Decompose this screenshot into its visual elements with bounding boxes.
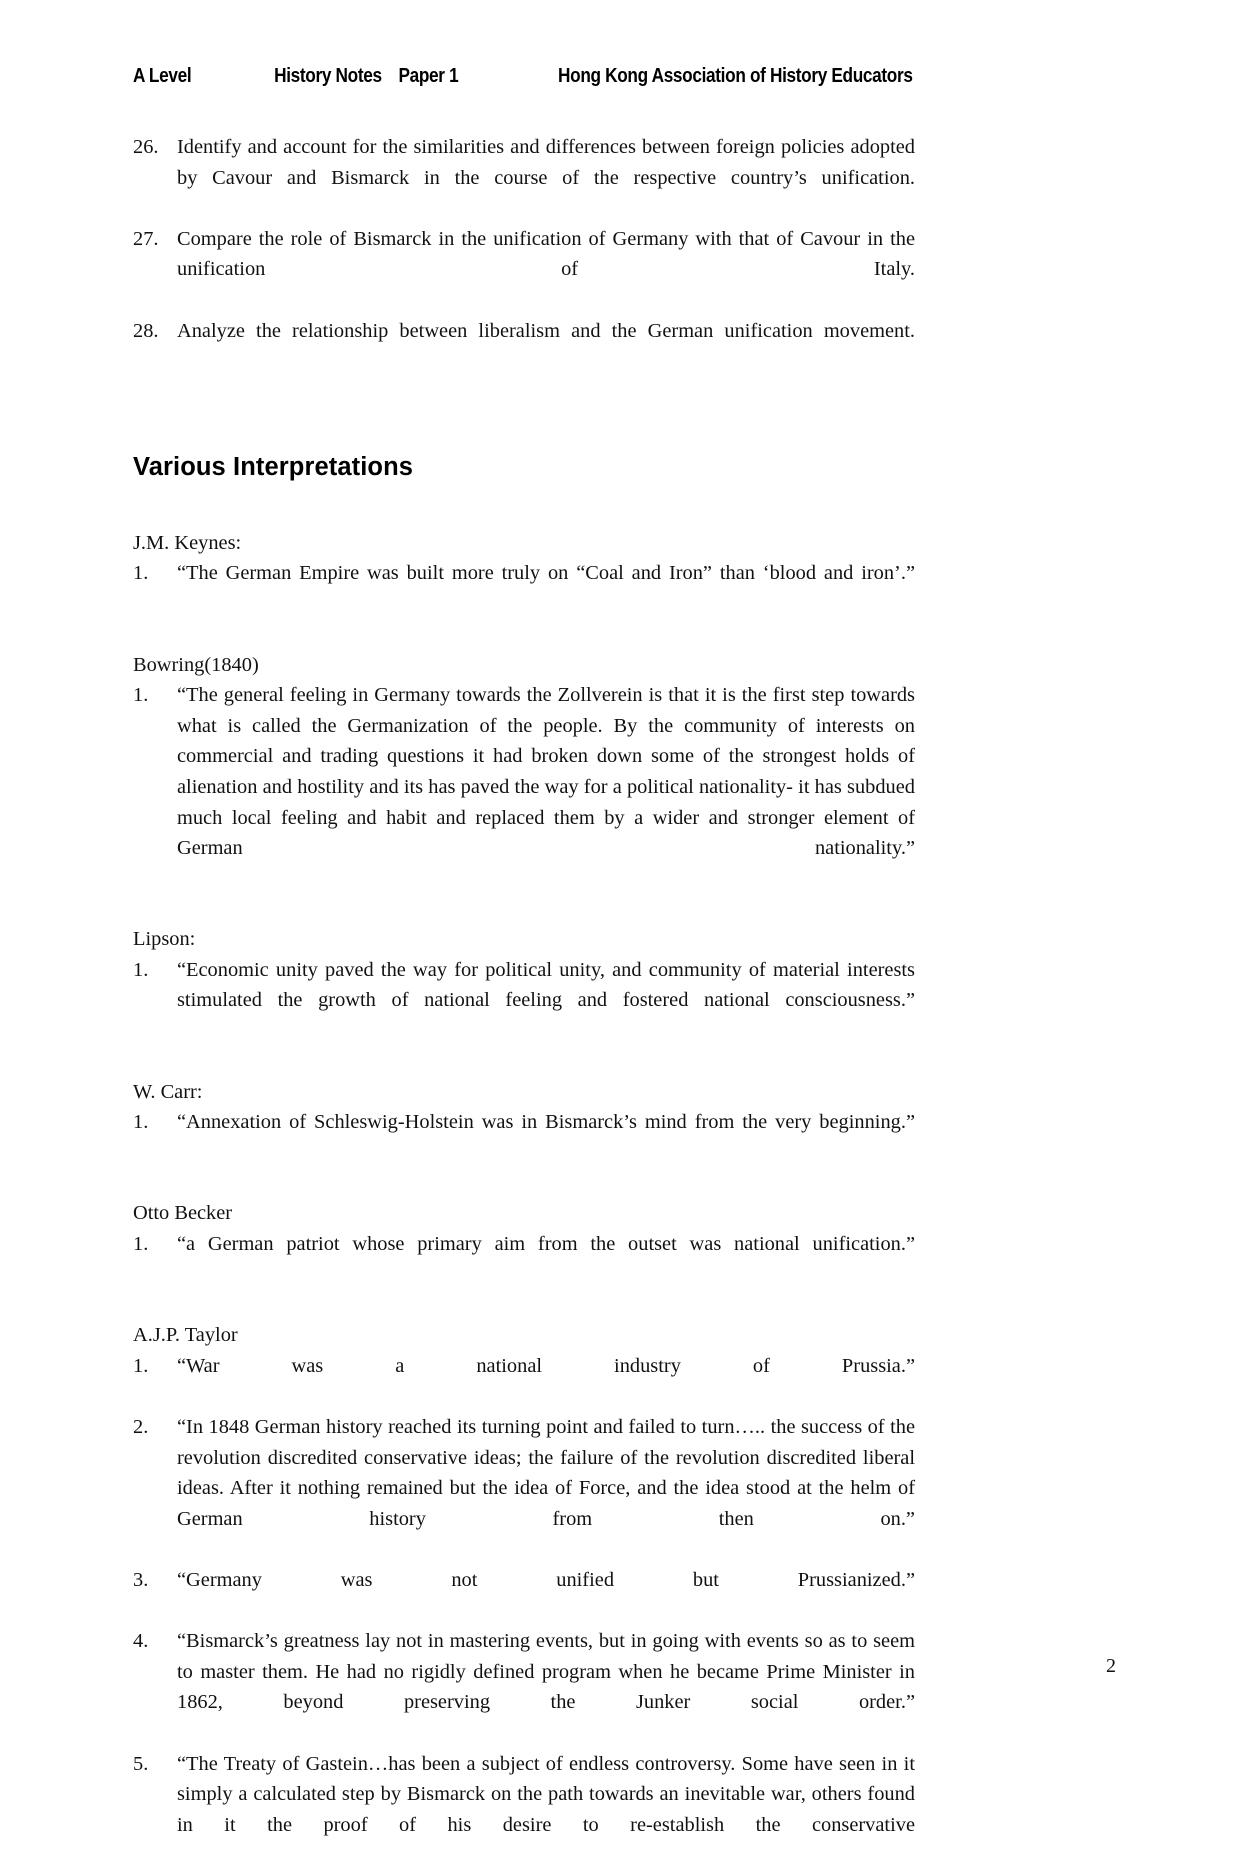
list-item-number: 4. (133, 1630, 149, 1653)
list-item-text: “The Treaty of Gastein…has been a subject of endless controversy. Some have seen in it simply a calculated step by Bismarck on the path towards an inevitable war, others found in it the proof of his desire to re-establish the conservative (177, 1752, 915, 1836)
list-item (133, 1565, 915, 1626)
author-name: Otto Becker (133, 1202, 233, 1225)
spacer (133, 377, 915, 451)
spacer (133, 1290, 915, 1320)
list-item-text: “Germany was not unified but Prussianized.” (177, 1568, 915, 1591)
interpretation-group (133, 1198, 915, 1290)
list-item (133, 1107, 915, 1168)
spacer (133, 894, 915, 924)
section-heading: Various Interpretations (133, 452, 414, 481)
author-name: Lipson: (133, 928, 196, 951)
author-name: J.M. Keynes: (133, 531, 242, 554)
list-item-number: 27. (133, 227, 159, 250)
list-item-text: “a German patriot whose primary aim from the outset was national unification.” (177, 1233, 915, 1256)
list-item-text: “In 1848 German history reached its turning point and failed to turn….. the success of the revolution discredited conservative ideas; the failure of the revolution discredited liberal ideas. After it nothing remained but the idea of Force, and the idea stood at the helm of German history from then on.” (177, 1416, 915, 1530)
list-item-number: 2. (133, 1416, 149, 1438)
page-number: 2 (1106, 1655, 1116, 1677)
list-item (133, 1626, 915, 1748)
list-item (133, 316, 915, 377)
list-item-text: “The German Empire was built more truly on “Coal and Iron” than ‘blood and iron’.” (177, 562, 915, 585)
interpretation-group (133, 528, 915, 620)
list-item (133, 224, 915, 316)
list-item-number: 1. (133, 1111, 149, 1134)
list-item-number: 5. (133, 1752, 149, 1775)
list-item-number: 1. (133, 562, 149, 585)
quote-list (133, 955, 915, 1047)
list-item (133, 1351, 915, 1412)
list-item (133, 1229, 915, 1290)
spacer (133, 1168, 915, 1198)
list-item-number: 1. (133, 1354, 149, 1377)
interpretation-group (133, 1077, 915, 1169)
author-name: A.J.P. Taylor (133, 1324, 238, 1347)
list-item-number: 28. (133, 319, 159, 342)
author-name: Bowring(1840) (133, 653, 259, 676)
list-item (133, 558, 915, 619)
author-name: W. Carr: (133, 1080, 203, 1103)
document-header (133, 64, 956, 88)
list-item (133, 132, 915, 224)
quote-list (133, 558, 915, 619)
interpretation-group (133, 1320, 915, 1871)
list-item-text: “War was a national industry of Prussia.” (177, 1354, 915, 1377)
list-item (133, 1412, 915, 1565)
list-item-text: “Annexation of Schleswig-Holstein was in Bismarck’s mind from the very beginning.” (177, 1111, 915, 1134)
list-item-number: 3. (133, 1568, 149, 1591)
list-item (133, 1749, 915, 1871)
header-paper: Paper 1 (398, 64, 459, 87)
document-body (133, 132, 915, 1871)
list-item-text: Analyze the relationship between liberalism and the German unification movement. (177, 319, 915, 342)
interpretation-group (133, 650, 915, 895)
list-item-number: 1. (133, 958, 149, 981)
spacer (133, 1047, 915, 1077)
quote-list (133, 1351, 915, 1871)
list-item-text: “Bismarck’s greatness lay not in mastering events, but in going with events so as to seem to master them. He had no rigidly defined program when he became Prime Minister in 1862, beyond preserving the Junker social order.” (177, 1630, 915, 1714)
list-item-text: “The general feeling in Germany towards the Zollverein is that it is the first step towards what is called the Germanization of the people. By the community of interests on commercial and trading questions it had broken down some of the strongest holds of alienation and hostility and its has paved the way for a political nationality- it has subdued much local feeling and habit and replaced them by a wider and stronger element of German nationality.” (177, 684, 915, 860)
list-item-number: 1. (133, 684, 149, 707)
list-item (133, 680, 915, 894)
header-level: A Level (133, 64, 192, 87)
list-item-number: 26. (133, 136, 159, 158)
quote-list (133, 1229, 915, 1290)
list-item-number: 1. (133, 1233, 149, 1256)
question-list (133, 132, 915, 377)
spacer (133, 483, 915, 528)
list-item-text: Compare the role of Bismarck in the unification of Germany with that of Cavour in the unification of Italy. (177, 227, 915, 281)
header-notes: History Notes (274, 64, 382, 87)
quote-list (133, 1107, 915, 1168)
list-item-text: Identify and account for the similarities and differences between foreign policies adopted by Cavour and Bismarck in the course of the respective country’s unification. (177, 136, 915, 189)
list-item-text: “Economic unity paved the way for political unity, and community of material interests stimulated the growth of national feeling and fostered national consciousness.” (177, 958, 915, 1012)
spacer (133, 620, 915, 650)
quote-list (133, 680, 915, 894)
interpretation-group (133, 924, 915, 1046)
list-item (133, 955, 915, 1047)
header-organization: Hong Kong Association of History Educators (558, 64, 913, 87)
